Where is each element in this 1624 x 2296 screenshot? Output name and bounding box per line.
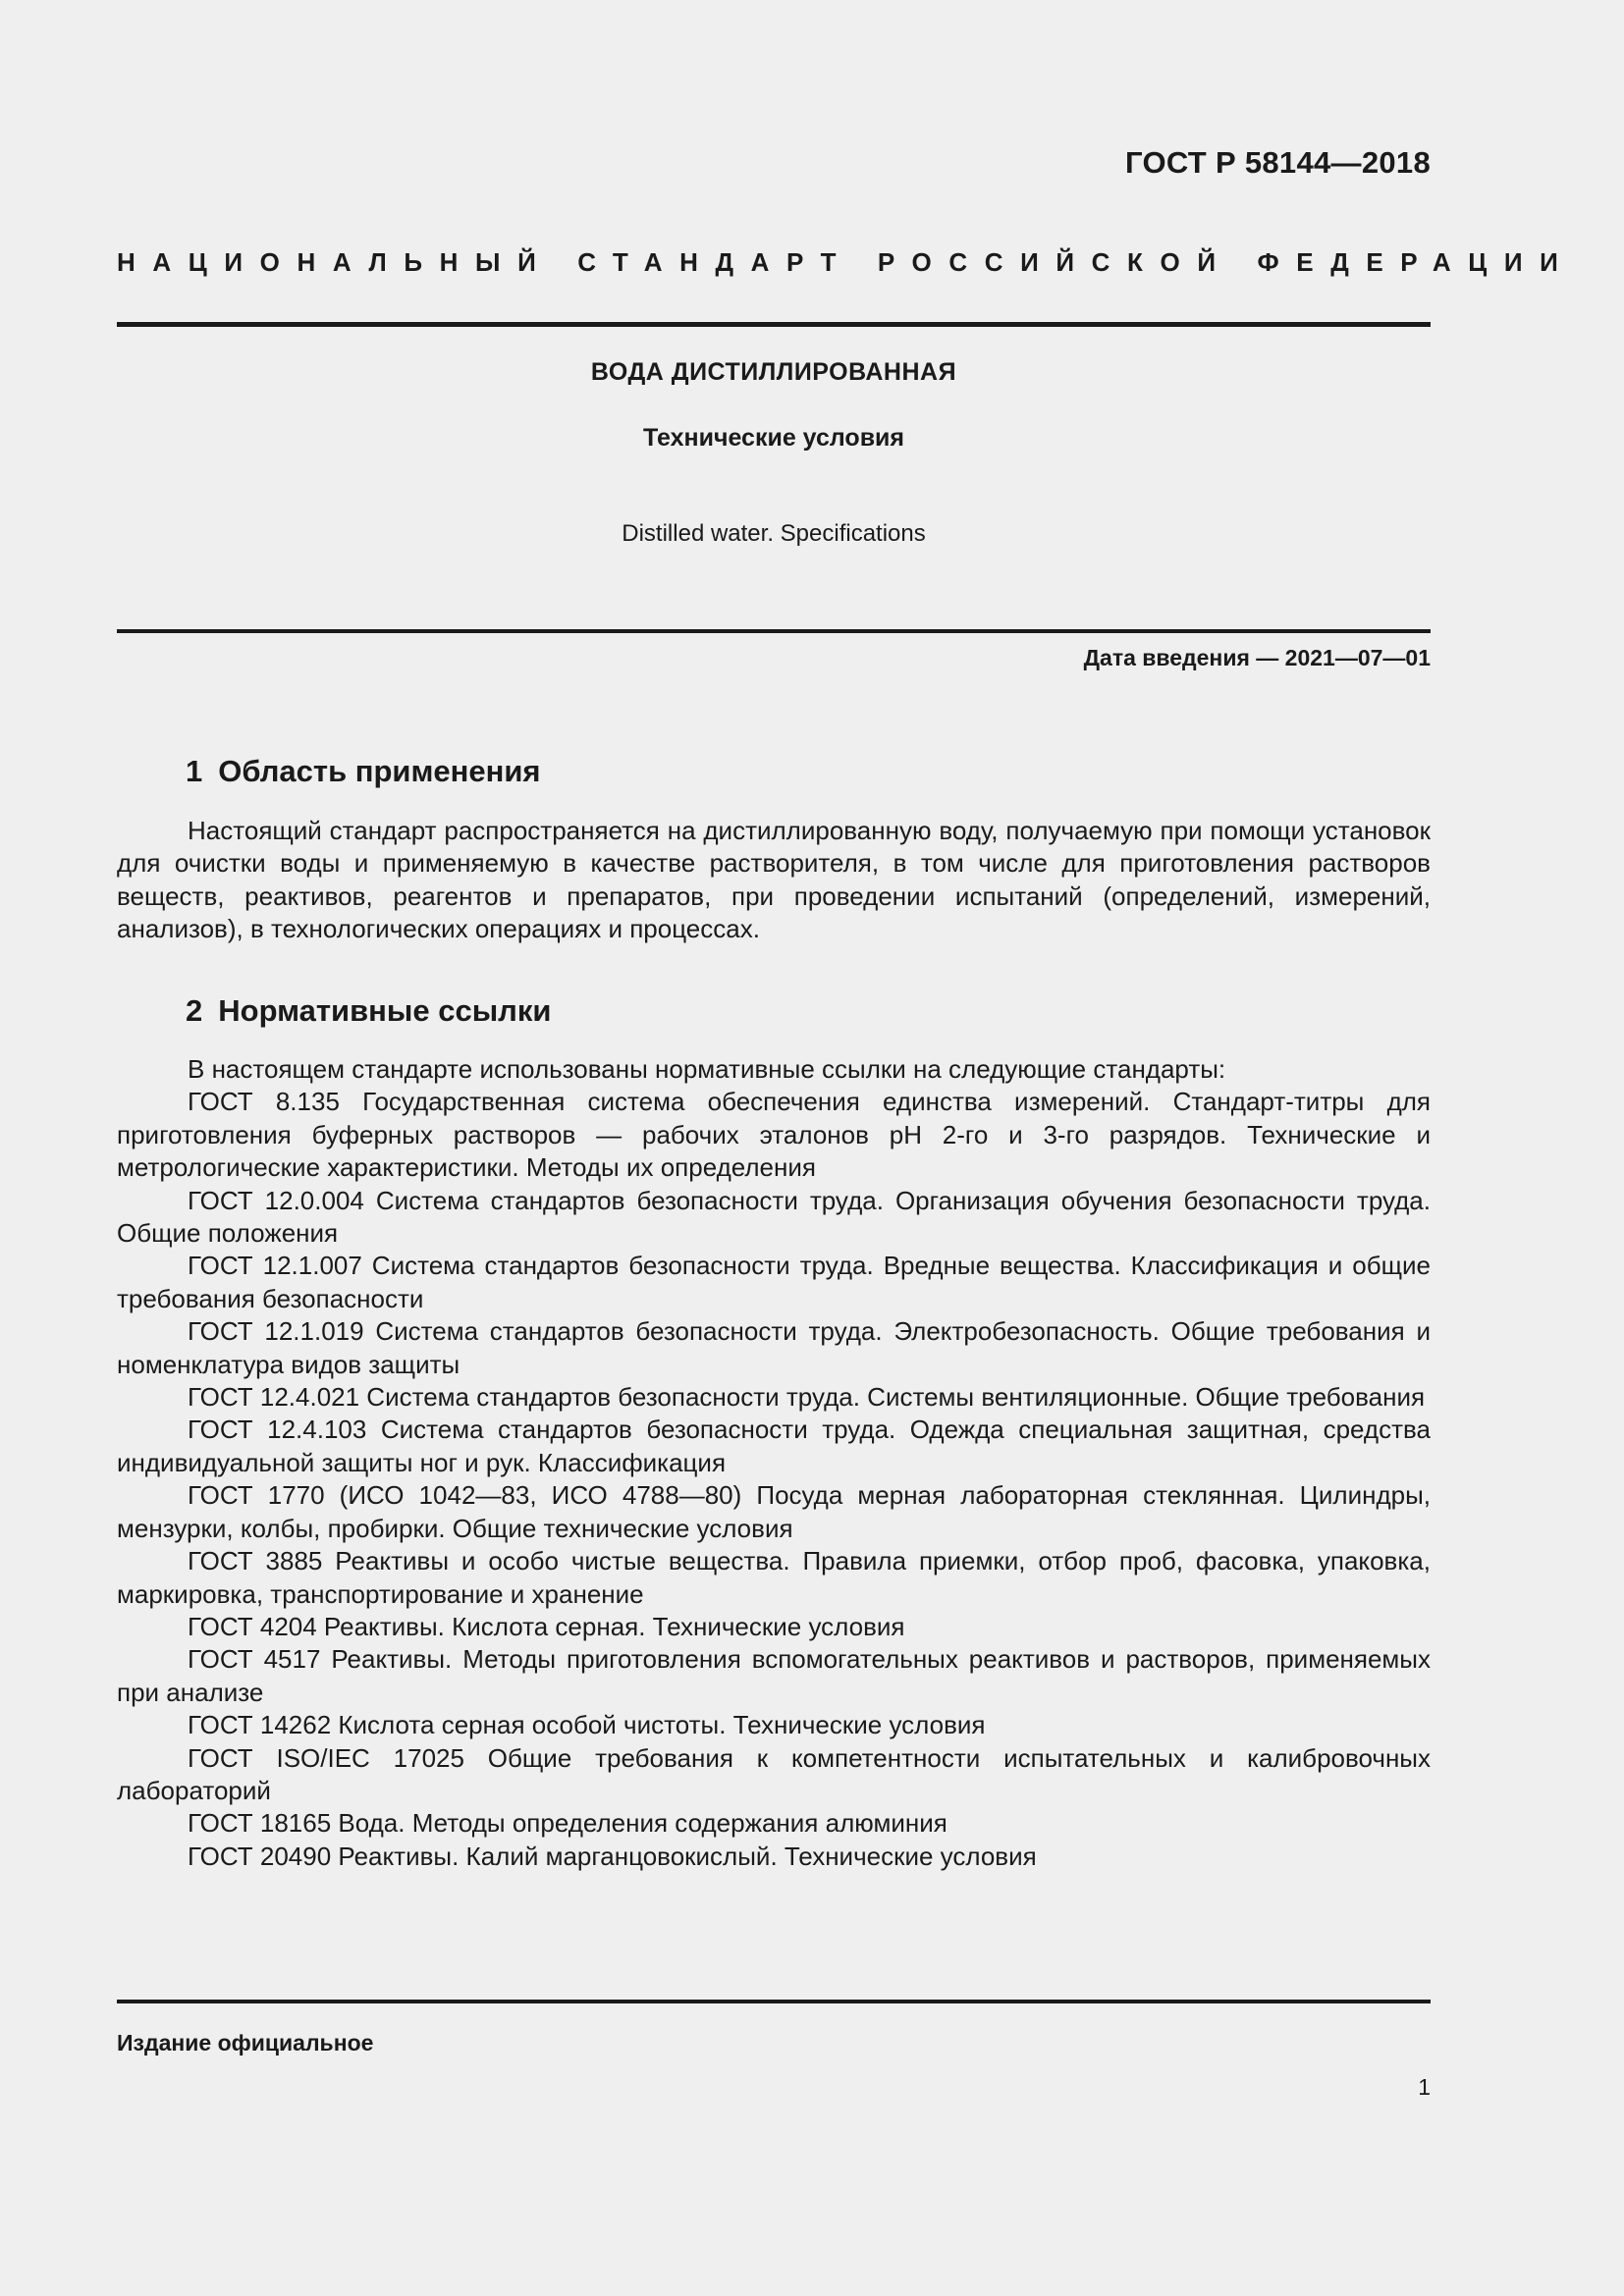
- document-subtitle: Технические условия: [642, 424, 905, 452]
- reference-item: ГОСТ ISO/IEC 17025 Общие требования к компетентности испытательных и калибровочных лабораторий: [117, 1742, 1431, 1805]
- reference-item: ГОСТ 12.1.019 Система стандартов безопасности труда. Электробезопасность. Общие требования и номенклатура видов защиты: [117, 1316, 1431, 1379]
- middle-divider: [117, 629, 1431, 633]
- section-title: Область применения: [218, 754, 541, 788]
- reference-item: ГОСТ 1770 (ИСО 1042—83, ИСО 4788—80) Посуда мерная лабораторная стеклянная. Цилиндры, мензурки, колбы, пробирки. Общие технические условия: [117, 1480, 1431, 1543]
- reference-item: ГОСТ 12.0.004 Система стандартов безопасности труда. Организация обучения безопасности труда. Общие положения: [117, 1185, 1431, 1249]
- top-divider: [117, 322, 1431, 327]
- document-title: ВОДА ДИСТИЛЛИРОВАННАЯ: [590, 358, 957, 386]
- scope-paragraph: Настоящий стандарт распространяется на дистиллированную воду, получаемую при помощи установок для очистки воды и применяемую в качестве растворителя, в том числе для приготовления растворов веществ, реактивов, реагентов и препаратов, при проведении испытаний (определений, измерений, анализов), в технологических операциях и процессах.: [117, 816, 1431, 944]
- reference-item: ГОСТ 4517 Реактивы. Методы приготовления вспомогательных реактивов и растворов, применяемых при анализе: [117, 1644, 1431, 1707]
- reference-item: ГОСТ 12.4.021 Система стандартов безопасности труда. Системы вентиляционные. Общие требования: [188, 1382, 1426, 1413]
- edition-label: Издание официальное: [117, 2030, 374, 2056]
- section-number: 2: [186, 993, 203, 1028]
- reference-item: ГОСТ 3885 Реактивы и особо чистые вещества. Правила приемки, отбор проб, фасовка, упаковка, маркировка, транспортирование и хранение: [117, 1546, 1431, 1609]
- normative-references: [117, 1053, 1431, 1873]
- page-number: 1: [1418, 2074, 1431, 2100]
- reference-item: ГОСТ 12.4.103 Система стандартов безопасности труда. Одежда специальная защитная, средства индивидуальной защиты ног и рук. Классификация: [117, 1415, 1431, 1477]
- reference-item: ГОСТ 20490 Реактивы. Калий марганцовокислый. Технические условия: [188, 1841, 1037, 1871]
- reference-item: ГОСТ 4204 Реактивы. Кислота серная. Технические условия: [188, 1611, 905, 1641]
- document-number: ГОСТ Р 58144—2018: [1125, 145, 1431, 180]
- reference-item: ГОСТ 12.1.007 Система стандартов безопасности труда. Вредные вещества. Классификация и общие требования безопасности: [117, 1251, 1431, 1313]
- section-title: Нормативные ссылки: [218, 993, 552, 1028]
- reference-item: ГОСТ 14262 Кислота серная особой чистоты. Технические условия: [188, 1710, 986, 1740]
- reference-item: ГОСТ 18165 Вода. Методы определения содержания алюминия: [188, 1808, 947, 1839]
- document-page: [117, 0, 1576, 2296]
- reference-item: ГОСТ 8.135 Государственная система обеспечения единства измерений. Стандарт-титры для приготовления буферных растворов — рабочих эталонов pH 2-го и 3-го разрядов. Технические и метрологические характеристики. Методы их определения: [117, 1087, 1431, 1183]
- english-title: Distilled water. Specifications: [622, 520, 926, 547]
- standard-banner: НАЦИОНАЛЬНЫЙ СТАНДАРТ РОССИЙСКОЙ ФЕДЕРАЦИИ: [117, 247, 1576, 277]
- section-number: 1: [186, 754, 203, 788]
- footer-divider: [117, 2000, 1431, 2003]
- section-1-heading: [186, 754, 541, 789]
- introduction-date: Дата введения — 2021—07—01: [1083, 645, 1431, 670]
- section-2-heading: [186, 993, 551, 1029]
- references-intro: В настоящем стандарте использованы нормативные ссылки на следующие стандарты:: [188, 1054, 1226, 1084]
